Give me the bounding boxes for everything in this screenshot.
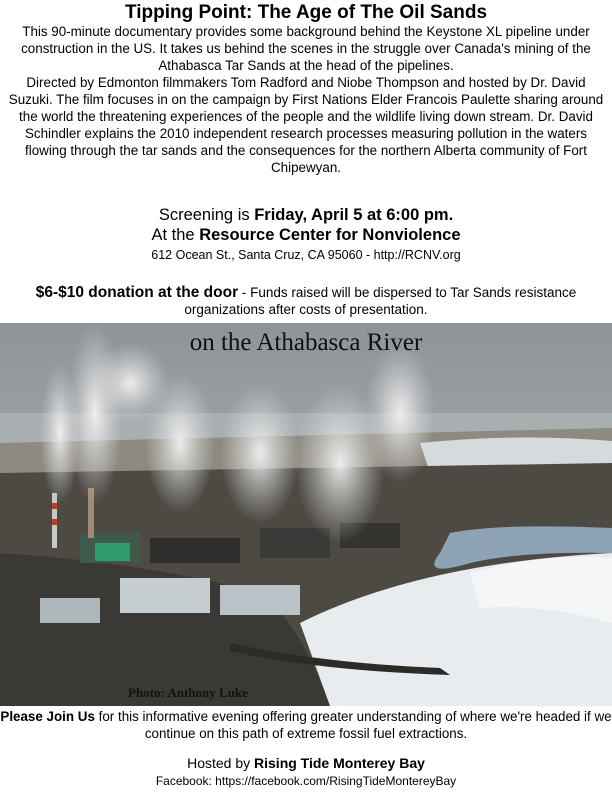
- hosted-prefix: Hosted by: [187, 755, 255, 771]
- intro-paragraph-1: This 90-minute documentary provides some background behind the Keystone XL pipeline under construction in the US. It takes us behind the scenes in the struggle over Canada's mining of the Athabasca Tar Sands at the head of the pipelines.: [21, 24, 591, 73]
- screening-time: Friday, April 5 at 6:00 pm.: [254, 206, 454, 224]
- venue-prefix: At the: [151, 226, 200, 244]
- venue-address: 612 Ocean St., Santa Cruz, CA 95060 - http://RCNV.org: [151, 248, 461, 262]
- screening-info: [0, 205, 612, 245]
- hosted-by: [0, 755, 612, 772]
- screening-time-line: [0, 205, 612, 225]
- join-details: for this informative evening offering greater understanding of where we're headed if we continue on this path of extreme fossil fuel extractions.: [94, 709, 612, 741]
- donation-info: [0, 284, 612, 318]
- host-name: Rising Tide Monterey Bay: [254, 755, 425, 771]
- flyer-title: Tipping Point: The Age of The Oil Sands: [124, 2, 488, 23]
- screening-venue-line: [0, 225, 612, 245]
- oil-sands-photo: [0, 323, 612, 706]
- photo-caption: on the Athabasca River: [189, 329, 423, 356]
- donation-amount: $6-$10 donation at the door: [35, 284, 239, 301]
- screening-prefix: Screening is: [158, 206, 255, 224]
- join-bold: Please Join Us: [0, 709, 95, 724]
- donation-details: - Funds raised will be dispersed to Tar Sands resistance organizations after costs of presentation.: [184, 285, 577, 317]
- screening-venue: Resource Center for Nonviolence: [199, 226, 461, 244]
- intro-text: [4, 23, 608, 176]
- join-invitation: [0, 708, 612, 742]
- facebook-link[interactable]: Facebook: https://facebook.com/RisingTideMontereyBay: [155, 774, 457, 788]
- intro-paragraph-2: Directed by Edmonton filmmakers Tom Radford and Niobe Thompson and hosted by Dr. David Suzuki. The film focuses in on the campaign by First Nations Elder Francois Paulette sharing around the world the threatening experiences of the people and the wildlife living down stream. Dr. David Schindler explains the 2010 independent research processes measuring pollution in the waters flowing through the tar sands and the consequences for the northern Alberta community of Fort Chipewyan.: [8, 75, 604, 175]
- photo-credit: Photo: Anthony Luke: [128, 685, 248, 700]
- oil-sands-aerial-image: [0, 323, 612, 706]
